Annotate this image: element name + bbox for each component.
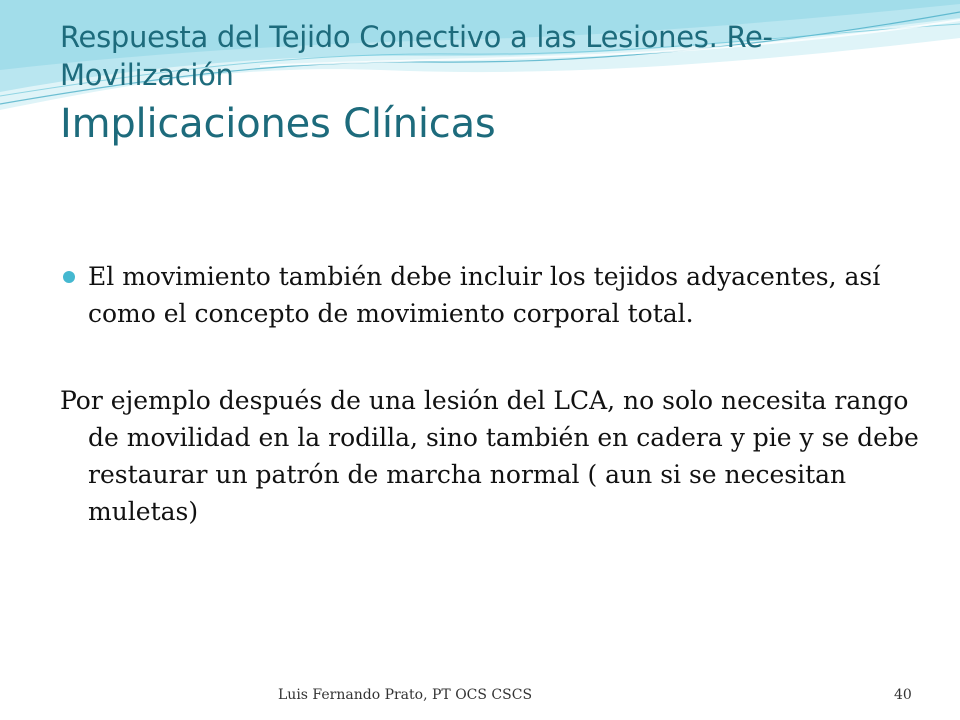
page-number: 40 <box>894 687 912 703</box>
title-line-1: Respuesta del Tejido Conectivo a las Lesiones. Re-Movilización <box>60 20 773 92</box>
example-paragraph: Por ejemplo después de una lesión del LCA, no solo necesita rango de movilidad en la rodilla, sino también en cadera y pie y se debe restaurar un patrón de marcha normal ( aun si se necesitan muletas) <box>60 386 919 526</box>
title-line-2: Implicaciones Clínicas <box>60 101 496 147</box>
bullet-icon <box>63 271 75 283</box>
slide-title <box>60 18 940 150</box>
bullet-item <box>60 258 930 332</box>
bullet-text: El movimiento también debe incluir los tejidos adyacentes, así como el concepto de movimiento corporal total. <box>88 262 881 328</box>
slide-body <box>60 258 930 530</box>
footer-author: Luis Fernando Prato, PT OCS CSCS <box>278 687 533 703</box>
